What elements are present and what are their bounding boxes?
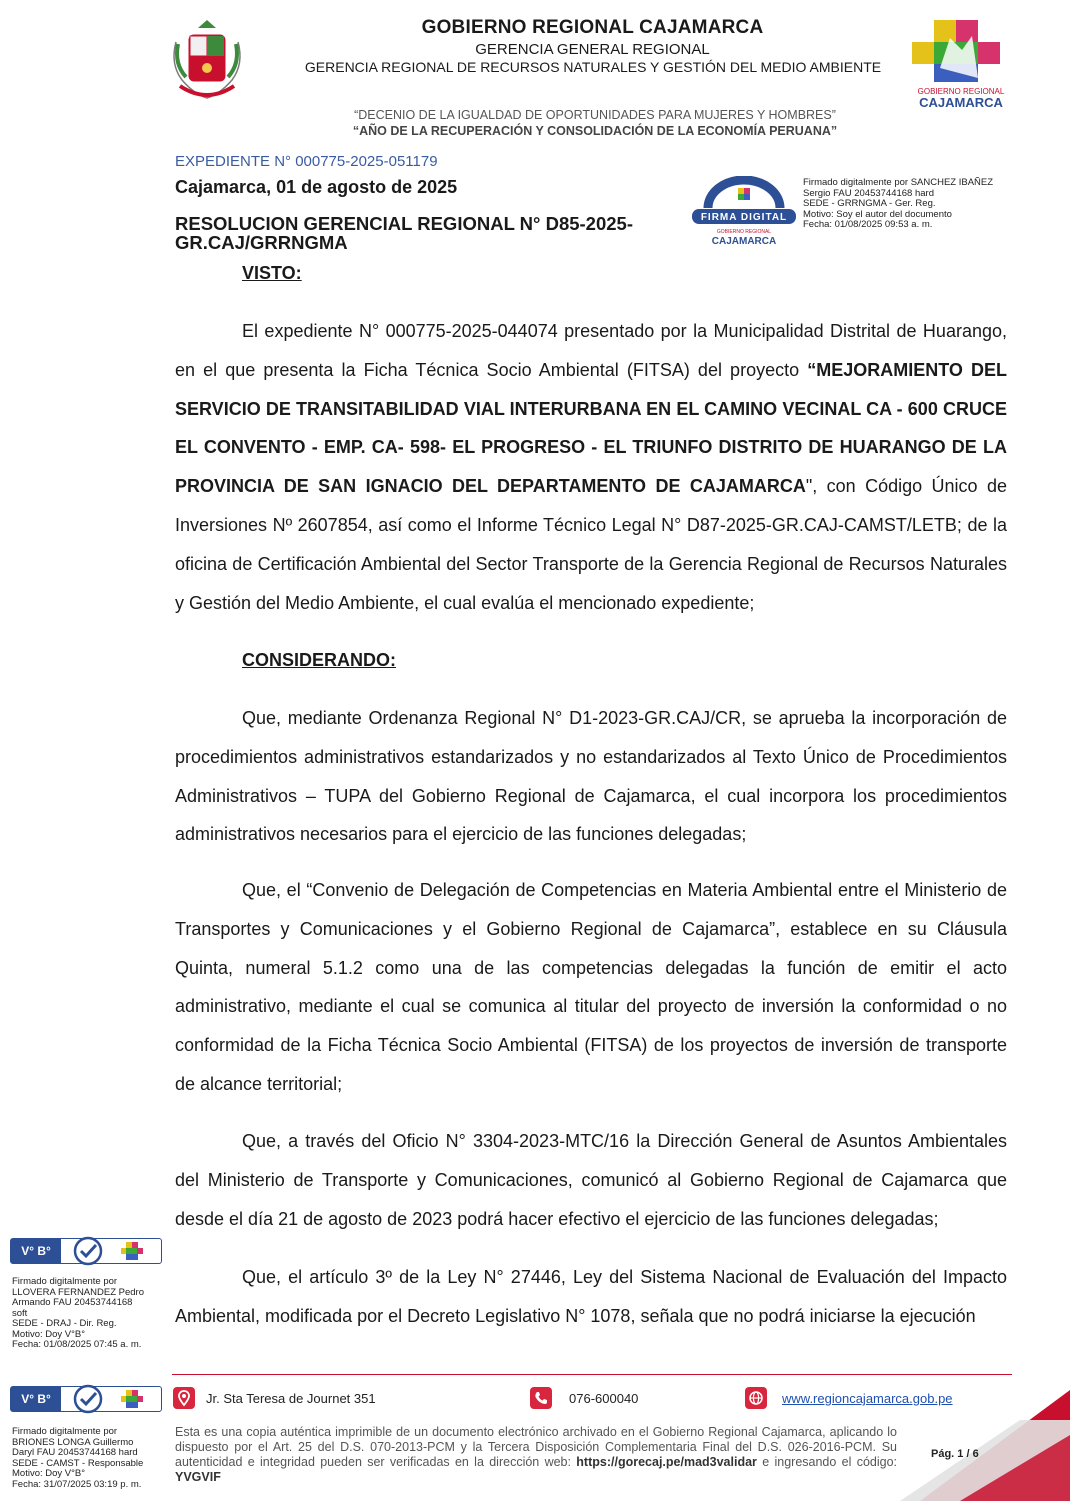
firma-sub2: CAJAMARCA (711, 236, 777, 247)
mini-logo-icon (121, 1389, 143, 1409)
phone-icon (530, 1387, 552, 1409)
stamp-line: soft (12, 1307, 28, 1319)
vb-label: V° B° (11, 1239, 61, 1263)
stamp-line: Fecha: 01/08/2025 07:45 a. m. (12, 1339, 142, 1350)
stamp-line: BRIONES LONGA Guillermo (12, 1436, 134, 1448)
paragraph-considerando-3: Que, a través del Oficio N° 3304-2023-MTC/16 la Dirección General de Asuntos Ambientales del Ministerio de Transporte y Comunicaciones, comunicó al Gobierno Regional de Cajamarca que desde el día 21 de agosto de 2023 podrá hacer efectivo el ejercicio de las funciones delegadas; (175, 1131, 1007, 1229)
paragraph-text: ", con Código Único de Inversiones Nº 2607854, así como el Informe Técnico Legal N° D87-2025-GR.CAJ-CAMST/LETB; de la oficina de Certificación Ambiental del Sector Transporte de la Gerencia Regional de Recursos Naturales y Gestión del Medio Ambiente, el cual evalúa el mencionado expediente; (175, 476, 1007, 613)
footer-divider (172, 1374, 1012, 1375)
footer-phone: 076-600040 (569, 1391, 639, 1406)
section-considerando: CONSIDERANDO: (242, 650, 397, 670)
disclaimer-text: e ingresando el código: (756, 1455, 898, 1469)
paragraph-visto (175, 312, 1007, 622)
paragraph-considerando-1: Que, mediante Ordenanza Regional N° D1-2023-GR.CAJ/CR, se aprueba la incorporación de procedimientos administrativos estandarizados y no estandarizados al Texto Único de Procedimientos Administrativos – TUPA del Gobierno Regional de Cajamarca, el cual incorpora los procedimientos administrativos necesarios para el ejercicio de las funciones delegadas; (175, 708, 1007, 845)
header-office: GERENCIA REGIONAL DE RECURSOS NATURALES Y GESTIÓN DEL MEDIO AMBIENTE (304, 59, 882, 75)
firma-digital-logo (690, 176, 798, 248)
paragraph-considerando-4: Que, el artículo 3º de la Ley N° 27446, Ley del Sistema Nacional de Evaluación del Impacto Ambiental, modificada por el Decreto Legislativo N° 1078, señala que no podrá iniciarse la ejecución (175, 1267, 1007, 1326)
firma-digital-label: FIRMA DIGITAL (700, 212, 788, 223)
stamp-signature-1 (12, 1277, 164, 1351)
resolution-title: RESOLUCION GERENCIAL REGIONAL N° D85-2025-GR.CAJ/GRRNGMA (175, 213, 633, 253)
header-title: GOBIERNO REGIONAL CAJAMARCA (421, 17, 764, 38)
expediente-number: EXPEDIENTE N° 000775-2025-051179 (175, 153, 438, 170)
year-slogan: “AÑO DE LA RECUPERACIÓN Y CONSOLIDACIÓN DE LA ECONOMÍA PERUANA” (352, 124, 838, 138)
disclaimer-text: Esta es una copia auténtica imprimible de un documento electrónico archivado en el Gobierno Regional Cajamarca, aplicando lo dispuesto por el Art. 25 del D.S. 070-2013-PCM y la Tercera Disposición Complementaria Final del D.S. 026-2016-PCM. Su autenticidad e integridad pueden ser verificadas en la dirección web: (175, 1425, 897, 1469)
stamp-line: Fecha: 31/07/2025 03:19 p. m. (12, 1478, 142, 1490)
page-corner-decoration (900, 1390, 1070, 1501)
stamp-line: Armando FAU 20453744168 (12, 1297, 133, 1308)
stamp-line: Motivo: Doy V°B° (12, 1468, 86, 1479)
logo-text-small: GOBIERNO REGIONAL (917, 87, 1005, 96)
stamp-line: SEDE - DRAJ - Dir. Reg. (12, 1318, 117, 1329)
check-icon (73, 1236, 103, 1266)
paragraph-considerando-2: Que, el “Convenio de Delegación de Competencias en Materia Ambiental entre el Ministerio de Transportes y Comunicaciones y el Gobierno Regional de Cajamarca”, establece en su Cláusula Quinta, numeral 5.1.2 como una de las competencias delegadas la función de emitir el acto administrativo, mediante el cual se comunica al titular del proyecto de inversión la conformidad o no conformidad de la Ficha Técnica Socio Ambiental (FITSA) de los proyectos de inversión de transporte de alcance territorial; (175, 880, 1007, 1094)
validation-url[interactable]: https://gorecaj.pe/mad3validar (576, 1455, 757, 1469)
check-icon (73, 1384, 103, 1414)
stamp-line: SEDE - CAMST - Responsable (12, 1457, 144, 1469)
stamp-signature-2 (12, 1427, 164, 1490)
stamp-line: Firmado digitalmente por (12, 1426, 118, 1437)
visto-bueno-badge (10, 1238, 162, 1264)
decenio-slogan: “DECENIO DE LA IGUALDAD DE OPORTUNIDADES PARA MUJERES Y HOMBRES” (354, 108, 836, 122)
document-date: Cajamarca, 01 de agosto de 2025 (175, 177, 458, 197)
signature-line: SEDE - GRRNGMA - Ger. Reg. (803, 198, 936, 209)
peru-coat-of-arms-icon (168, 14, 246, 100)
section-visto: VISTO: (242, 263, 302, 283)
signature-line: Motivo: Soy el autor del documento (803, 208, 952, 220)
logo-text-large: CAJAMARCA (919, 95, 1003, 110)
stamp-line: LLOVERA FERNANDEZ Pedro (12, 1286, 144, 1298)
mini-logo-icon (121, 1241, 143, 1261)
footer-address: Jr. Sta Teresa de Journet 351 (206, 1391, 376, 1406)
firma-sub1: GOBIERNO REGIONAL (716, 229, 772, 235)
footer-website-link[interactable]: www.regioncajamarca.gob.pe (782, 1391, 953, 1406)
page-number: Pág. 1 / 6 (931, 1448, 979, 1460)
globe-icon (745, 1387, 767, 1409)
vb-label: V° B° (11, 1387, 61, 1411)
gobierno-regional-logo (910, 18, 1012, 110)
visto-bueno-badge (10, 1386, 162, 1412)
location-pin-icon (173, 1387, 195, 1409)
authenticity-disclaimer (175, 1425, 897, 1485)
paragraph-text: El expediente N° 000775-2025-044074 presentado por la Municipalidad Distrital de Huarango, en el que presenta la Ficha Técnica Socio Ambiental (FITSA) del proyecto (175, 321, 1007, 380)
header-subtitle: GERENCIA GENERAL REGIONAL (475, 41, 710, 58)
stamp-line: Motivo: Doy V°B° (12, 1328, 86, 1340)
digital-signature-info (803, 178, 1023, 231)
project-name: “MEJORAMIENTO DEL SERVICIO DE TRANSITABILIDAD VIAL INTERURBANA EN EL CAMINO VECINAL CA - 600 CRUCE EL CONVENTO - EMP. CA- 598- EL PROGRESO - EL TRIUNFO DISTRITO DE HUARANGO DE LA PROVINCIA DE SAN IGNACIO DEL DEPARTAMENTO DE CAJAMARCA (175, 359, 1007, 497)
signature-line: Fecha: 01/08/2025 09:53 a. m. (803, 219, 933, 230)
signature-line: Firmado digitalmente por SANCHEZ IBAÑEZ (803, 177, 994, 188)
verification-code: YVGVIF (175, 1470, 221, 1484)
stamp-line: Daryl FAU 20453744168 hard (12, 1447, 138, 1458)
signature-line: Sergio FAU 20453744168 hard (803, 187, 934, 199)
stamp-line: Firmado digitalmente por (12, 1276, 118, 1287)
